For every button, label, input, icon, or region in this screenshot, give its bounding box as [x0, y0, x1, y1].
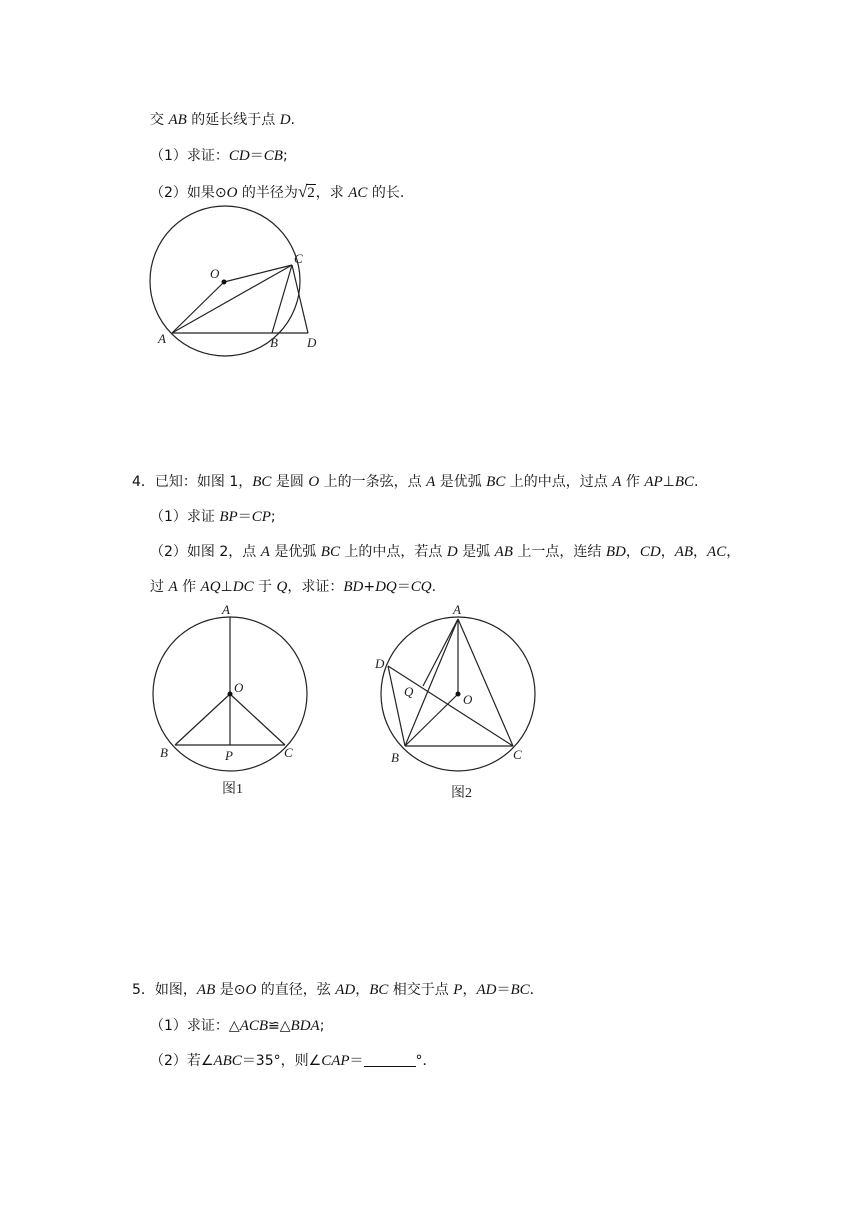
q4-line-1: 4．已知：如图 1，BC 是圆 O 上的一条弦，点 A 是优弧 BC 上的中点，过点 A 作 AP⊥BC.: [132, 474, 699, 490]
q4-figure-2: [368, 600, 568, 805]
q5-line-1: 5．如图，AB 是⊙O 的直径，弦 AD，BC 相交于点 P，AD＝BC.: [132, 982, 535, 998]
q4-figure-1: [140, 600, 330, 805]
fig2-label-b: B: [391, 750, 399, 765]
q3-label-a: A: [158, 331, 166, 346]
fig2-label-a: A: [453, 602, 461, 617]
fig1-label-o: O: [234, 680, 244, 695]
fig1-label-a: A: [222, 602, 230, 617]
fig1-label-b: B: [160, 745, 168, 760]
q4-part-3: 过 A 作 AQ⊥DC 于 Q，求证：BD+DQ＝CQ.: [150, 579, 437, 595]
fig2-label-o: O: [463, 692, 473, 707]
fig1-label-c: C: [284, 745, 293, 760]
q3-label-d: D: [307, 335, 317, 350]
q5-part-1: （1）求证：△ACB≌△BDA;: [150, 1018, 325, 1034]
fig1-caption: 图1: [222, 782, 243, 797]
q3-line-1: 交 AB 的延长线于点 D.: [150, 112, 295, 128]
fig2-label-q: Q: [404, 684, 414, 699]
sqrt-expression: √2: [297, 182, 315, 201]
fig2-caption: 图2: [451, 786, 472, 801]
q3-part-2: （2）如果⊙O 的半径为√2，求 AC 的长.: [150, 182, 405, 201]
q5-part-2: （2）若∠ABC＝35°，则∠CAP＝ °．: [150, 1053, 437, 1069]
q4-part-1: （1）求证 BP＝CP;: [150, 509, 276, 525]
q3-label-o: O: [210, 266, 220, 281]
q3-label-c: C: [294, 251, 303, 266]
q4-part-2: （2）如图 2，点 A 是优弧 BC 上的中点，若点 D 是弧 AB 上一点，连结 BD，CD，AB，AC，: [150, 544, 741, 560]
q3-part-1: （1）求证：CD＝CB;: [150, 148, 288, 164]
q3-label-b: B: [270, 335, 278, 350]
answer-blank[interactable]: [364, 1052, 416, 1067]
q3-figure: [140, 215, 340, 355]
fig2-label-c: C: [513, 747, 522, 762]
fig2-label-d: D: [375, 656, 385, 671]
fig1-label-p: P: [225, 748, 233, 763]
